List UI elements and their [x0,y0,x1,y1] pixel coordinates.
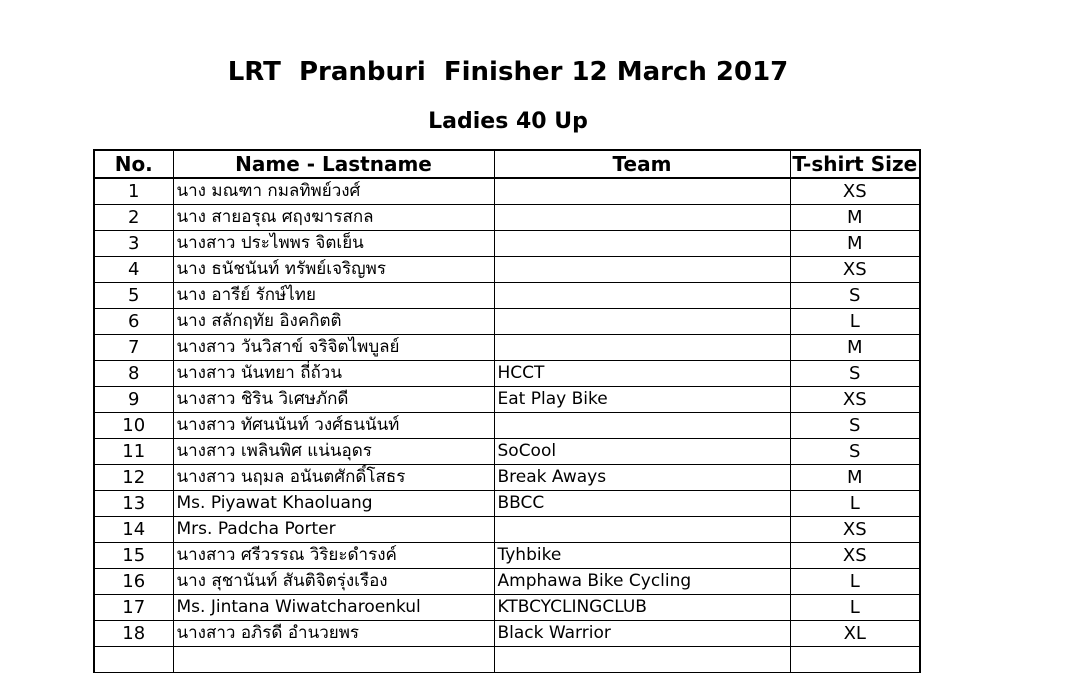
team-name [494,283,790,309]
column-header-team: Team [494,150,790,178]
table-header-row [94,150,920,178]
table-row [94,205,920,231]
tshirt-size: L [790,491,920,517]
row-number: 5 [94,283,173,309]
finisher-table [93,149,921,673]
row-number: 7 [94,335,173,361]
finisher-name: นางสาว เพลินพิศ แน่นอุดร [173,439,494,465]
row-number: 14 [94,517,173,543]
finisher-name: นาง อารีย์ รักษ์ไทย [173,283,494,309]
row-number: 9 [94,387,173,413]
row-number: 15 [94,543,173,569]
tshirt-size: L [790,569,920,595]
tshirt-size: L [790,309,920,335]
row-number: 13 [94,491,173,517]
table-row [94,517,920,543]
table-row [94,621,920,647]
finisher-name: นาง มณฑา กมลทิพย์วงศ์ [173,178,494,205]
team-name: Eat Play Bike [494,387,790,413]
row-number: 8 [94,361,173,387]
row-number: 11 [94,439,173,465]
team-name: BBCC [494,491,790,517]
finisher-name: นาง สุชานันท์ สันติจิตรุ่งเรือง [173,569,494,595]
tshirt-size: S [790,361,920,387]
table-row [94,465,920,491]
team-name [494,205,790,231]
team-name: SoCool [494,439,790,465]
table-row [94,257,920,283]
tshirt-size: XS [790,178,920,205]
finisher-name: นาง สายอรุณ ศฤงฆารสกล [173,205,494,231]
table-row [94,283,920,309]
team-name [494,309,790,335]
tshirt-size: M [790,231,920,257]
row-number: 10 [94,413,173,439]
row-number: 2 [94,205,173,231]
row-number: 12 [94,465,173,491]
finisher-name: นาง ธนัชนันท์ ทรัพย์เจริญพร [173,257,494,283]
team-name [494,335,790,361]
row-number: 4 [94,257,173,283]
tshirt-size: M [790,335,920,361]
team-name: Tyhbike [494,543,790,569]
finisher-name: นางสาว ทัศนนันท์ วงศ์ธนนันท์ [173,413,494,439]
finisher-name: Ms. Piyawat Khaoluang [173,491,494,517]
table-row [94,178,920,205]
finisher-name: Mrs. Padcha Porter [173,517,494,543]
team-name: HCCT [494,361,790,387]
table-row [94,491,920,517]
row-number: 18 [94,621,173,647]
category-subtitle: Ladies 40 Up [428,109,588,134]
finisher-name: นางสาว อภิรดี อำนวยพร [173,621,494,647]
tshirt-size: S [790,439,920,465]
table-row [94,387,920,413]
team-name [494,257,790,283]
team-name [494,231,790,257]
team-name [494,517,790,543]
finisher-name: Ms. Jintana Wiwatcharoenkul [173,595,494,621]
finisher-name: นางสาว นฤมล อนันตศักดิ์โสธร [173,465,494,491]
team-name: Black Warrior [494,621,790,647]
column-header-name: Name - Lastname [173,150,494,178]
row-number: 1 [94,178,173,205]
tshirt-size: XS [790,543,920,569]
finisher-name: นางสาว นันทยา ถี่ถ้วน [173,361,494,387]
team-name [494,413,790,439]
tshirt-size: XL [790,621,920,647]
page-title: LRT Pranburi Finisher 12 March 2017 [227,57,789,87]
table-row [94,569,920,595]
table-row [94,361,920,387]
column-header-no: No. [94,150,173,178]
table-row [94,231,920,257]
row-number: 16 [94,569,173,595]
team-name: Amphawa Bike Cycling [494,569,790,595]
finisher-name: นางสาว ชิริน วิเศษภักดี [173,387,494,413]
table-row [94,413,920,439]
table-row [94,595,920,621]
tshirt-size: L [790,595,920,621]
tshirt-size: XS [790,387,920,413]
column-header-tshirt-size: T-shirt Size [790,150,920,178]
table-row [94,335,920,361]
row-number: 17 [94,595,173,621]
table-row [94,309,920,335]
tshirt-size: S [790,283,920,309]
tshirt-size: M [790,205,920,231]
finisher-name: นางสาว วันวิสาข์ จริจิตไพบูลย์ [173,335,494,361]
finisher-name: นาง สลักฤทัย อิงคกิตติ [173,309,494,335]
tshirt-size: XS [790,517,920,543]
row-number: 6 [94,309,173,335]
finisher-name: นางสาว ศรีวรรณ วิริยะดำรงค์ [173,543,494,569]
tshirt-size: S [790,413,920,439]
table-row [94,439,920,465]
team-name: KTBCYCLINGCLUB [494,595,790,621]
team-name: Break Aways [494,465,790,491]
row-number: 3 [94,231,173,257]
team-name [494,178,790,205]
finisher-name: นางสาว ประไพพร จิตเย็น [173,231,494,257]
tshirt-size: M [790,465,920,491]
table-row [94,543,920,569]
tshirt-size: XS [790,257,920,283]
